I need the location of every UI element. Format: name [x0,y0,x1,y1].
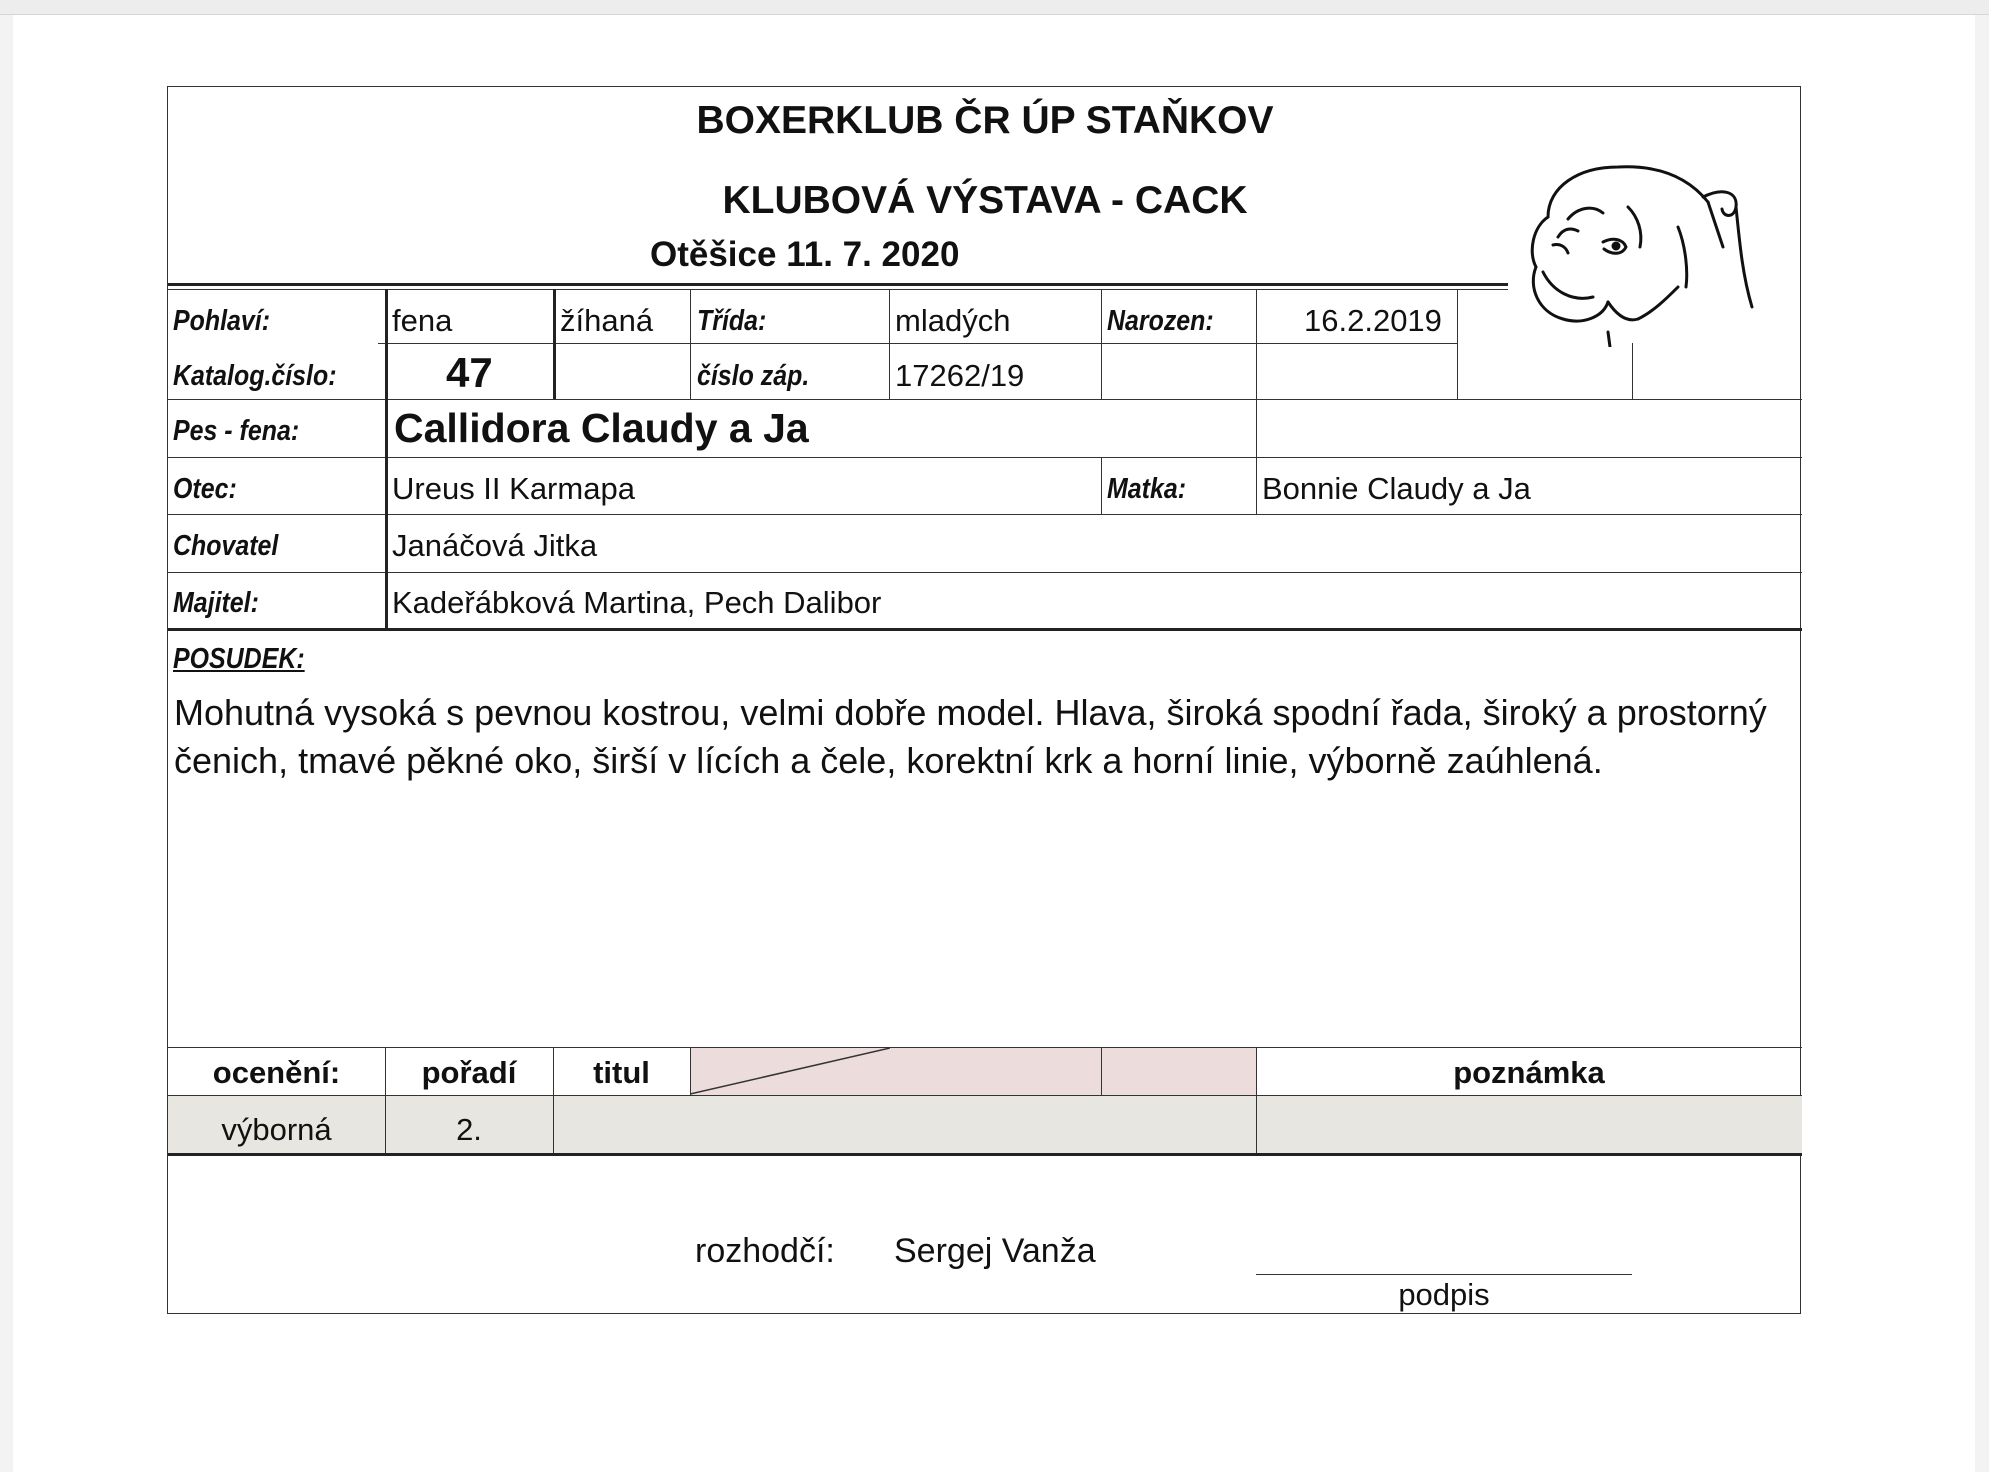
class-label: Třída: [697,305,767,337]
boxer-dog-head-icon [1508,147,1768,347]
signature-line [1256,1274,1632,1275]
club-title: BOXERKLUB ČR ÚP STAŇKOV [696,99,1274,142]
posudek-text: Mohutná vysoká s pevnou kostrou, velmi dobře model. Hlava, široká spodní řada, široký a prostorný čenich, tmavé pěkné oko, širší v lících a čele, korektní krk a horní linie, výborně zaúhlená. [174,692,1767,781]
evaluation-card [167,86,1801,1314]
catalog-number: 47 [446,349,493,396]
place-date: Otěšice 11. 7. 2020 [650,235,960,274]
rating-value: výborná [221,1112,332,1147]
dam-value: Bonnie Claudy a Ja [1262,471,1531,506]
title-cell-shaded-2 [1101,1048,1256,1095]
show-title: KLUBOVÁ VÝSTAVA - CACK [722,179,1248,222]
rank-value: 2. [456,1112,482,1147]
title-header: titul [593,1055,650,1090]
owner-label: Majitel: [173,587,259,619]
born-value: 16.2.2019 [1304,303,1442,338]
class-value: mladých [895,303,1011,338]
breeder-label: Chovatel [173,530,279,562]
color-value: žíhaná [560,303,654,338]
judge-name: Sergej Vanža [894,1232,1096,1270]
registration-label: číslo záp. [697,360,810,392]
owner-value: Kadeřábková Martina, Pech Dalibor [392,585,882,620]
rank-header: pořadí [421,1055,517,1090]
note-header: poznámka [1453,1055,1605,1090]
born-label: Narozen: [1107,305,1214,337]
sex-label: Pohlaví: [173,305,271,337]
sex-value: fena [392,303,453,338]
catalog-label: Katalog.číslo: [173,360,337,392]
viewer-top-bar [0,0,1989,15]
diagonal-line [690,1048,890,1095]
dam-label: Matka: [1107,473,1186,505]
signature-label: podpis [1398,1277,1490,1312]
registration-value: 17262/19 [895,358,1025,393]
sire-label: Otec: [173,473,237,505]
rating-header: ocenění: [212,1055,341,1090]
dog-name: Callidora Claudy a Ja [394,405,809,451]
sire-value: Ureus II Karmapa [392,471,635,506]
posudek-label: POSUDEK: [173,643,305,675]
dog-label: Pes - fena: [173,415,300,447]
document-page [13,15,1975,1472]
breeder-value: Janáčová Jitka [392,528,598,563]
judge-label: rozhodčí: [695,1232,835,1270]
